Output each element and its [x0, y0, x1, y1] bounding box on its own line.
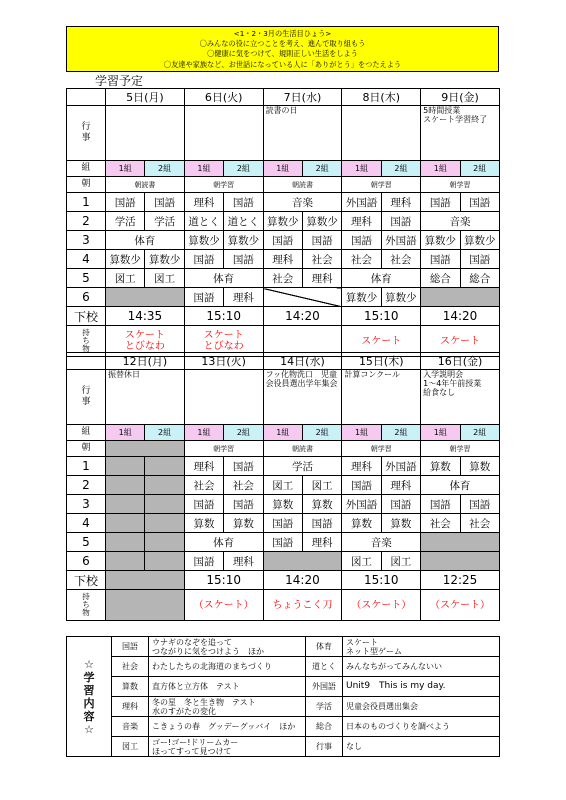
belongings-item: （スケート） — [342, 590, 421, 621]
belongings-item: スケート — [342, 326, 421, 357]
period-row — [67, 533, 500, 552]
day-header: 6日(火) — [184, 89, 263, 106]
corner-cell — [67, 353, 106, 370]
morning-label: 朝 — [67, 177, 106, 193]
subject-name: 音楽 — [112, 717, 149, 737]
period-number: 5 — [67, 269, 106, 288]
no-class-cell — [145, 552, 184, 571]
no-class-cell — [106, 533, 145, 552]
period-number: 2 — [67, 476, 106, 495]
subject-content: なし — [343, 737, 500, 757]
class-row — [67, 161, 500, 177]
subject-content: みんなちがってみんないい — [343, 657, 500, 677]
class2-tag: 2組 — [460, 425, 499, 441]
day-header: 12日(月) — [106, 353, 185, 370]
subject-cell: 国語 — [342, 476, 381, 495]
goal-item: 〇健康に気をつけて、規則正しい生活をしよう — [207, 49, 358, 59]
subject-cell: 社会 — [421, 514, 460, 533]
period-row — [67, 250, 500, 269]
subject-content: Unit9 This is my day. — [343, 677, 500, 697]
event-note: 計算コンクール — [342, 370, 421, 425]
dismissal-row — [67, 571, 500, 590]
class2-tag: 2組 — [302, 425, 341, 441]
subject-cell: 算数 — [421, 457, 460, 476]
belongings-row — [67, 590, 500, 621]
goal-item: 〇友達や家族など、お世話になっている人に「ありがとう」をつたえよう — [163, 59, 402, 69]
subject-content: 冬の星 冬と生き物 テスト 水のすがたの変化 — [149, 697, 306, 717]
subject-cell: 理科 — [184, 457, 223, 476]
subject-cell: 理科 — [184, 193, 223, 212]
subject-cell: 理科 — [302, 533, 341, 552]
subject-cell: 総合 — [460, 269, 499, 288]
subject-cell: 算数 — [381, 514, 420, 533]
subject-cell: 理科 — [224, 288, 263, 307]
period-row — [67, 514, 500, 533]
subject-cell: 算数少 — [145, 250, 184, 269]
class2-tag: 2組 — [381, 425, 420, 441]
period-row — [67, 457, 500, 476]
subject-cell: 理科 — [302, 269, 341, 288]
subject-cell: 算数 — [263, 495, 302, 514]
subject-cell: 図工 — [342, 552, 381, 571]
subject-content: スケート ネット型ゲーム — [343, 637, 500, 657]
no-class-cell — [106, 495, 145, 514]
day-header: 16日(金) — [421, 353, 500, 370]
subject-cell: 図工 — [145, 269, 184, 288]
no-class-cell — [421, 288, 500, 307]
subject-cell: 学活 — [106, 212, 145, 231]
day-header: 14日(水) — [263, 353, 342, 370]
no-class-cell — [145, 476, 184, 495]
content-side-label: ☆ 学 習 内 容 ☆ — [67, 637, 112, 757]
content-row — [67, 717, 500, 737]
dismissal-time: 15:10 — [342, 307, 421, 326]
event-note: 5時間授業 スケート学習終了 — [421, 106, 500, 161]
period-number: 4 — [67, 514, 106, 533]
no-class-cell — [106, 514, 145, 533]
subject-cell: 国語 — [106, 193, 145, 212]
class2-tag: 2組 — [460, 161, 499, 177]
subject-cell: 音楽 — [263, 193, 342, 212]
class-label: 組 — [67, 425, 106, 441]
subject-cell: 国語 — [184, 495, 223, 514]
day-header: 15日(木) — [342, 353, 421, 370]
subject-content: 児童会役員選出集会 — [343, 697, 500, 717]
day-header: 13日(火) — [184, 353, 263, 370]
subject-cell: 理科 — [381, 476, 420, 495]
class-row — [67, 425, 500, 441]
subject-cell: 社会 — [302, 250, 341, 269]
class-label: 組 — [67, 161, 106, 177]
content-row — [67, 637, 500, 657]
belongings-item: スケート — [421, 326, 500, 357]
morning-activity: 朝学習 — [184, 441, 263, 457]
subject-cell: 国語 — [263, 231, 302, 250]
day-header-row — [67, 89, 500, 106]
subject-name: 行事 — [306, 737, 343, 757]
subject-cell: 体育 — [342, 269, 421, 288]
subject-cell: 国語 — [381, 212, 420, 231]
subject-cell: 算数少 — [342, 288, 381, 307]
event-note — [342, 106, 421, 161]
subject-content: こきょうの春 グッデーグッバイ ほか — [149, 717, 306, 737]
no-class-cell — [263, 288, 342, 307]
subject-name: 道とく — [306, 657, 343, 677]
goals-box — [66, 26, 499, 72]
subject-cell: 理科 — [342, 457, 381, 476]
dismissal-time: 15:10 — [184, 571, 263, 590]
subject-name: 総合 — [306, 717, 343, 737]
subject-cell: 国語 — [224, 250, 263, 269]
subject-cell: 外国語 — [342, 193, 381, 212]
dismissal-time: 14:20 — [421, 307, 500, 326]
subject-cell: 図工 — [106, 269, 145, 288]
event-note: 読書の日 — [263, 106, 342, 161]
subject-cell: 図工 — [381, 552, 420, 571]
subject-cell: 理科 — [381, 193, 420, 212]
subject-cell: 算数少 — [224, 231, 263, 250]
events-row — [67, 370, 500, 425]
belongings-label: 持 ち 物 — [67, 326, 106, 357]
subject-cell: 国語 — [184, 552, 223, 571]
morning-activity: 朝読書 — [263, 441, 342, 457]
subject-cell: 社会 — [184, 476, 223, 495]
class2-tag: 2組 — [224, 425, 263, 441]
subject-cell: 外国語 — [381, 231, 420, 250]
morning-label: 朝 — [67, 441, 106, 457]
day-header: 5日(月) — [106, 89, 185, 106]
belongings-item: スケート とびなわ — [106, 326, 185, 357]
subject-cell: 国語 — [302, 514, 341, 533]
subject-cell: 国語 — [263, 533, 302, 552]
content-row — [67, 657, 500, 677]
morning-row — [67, 441, 500, 457]
subject-name: 外国語 — [306, 677, 343, 697]
subject-name: 社会 — [112, 657, 149, 677]
dismissal-time: 14:20 — [263, 571, 342, 590]
no-class-cell — [106, 476, 145, 495]
subject-cell: 算数 — [460, 457, 499, 476]
subject-cell: 国語 — [421, 250, 460, 269]
subject-cell: 国語 — [224, 457, 263, 476]
morning-activity: 朝学習 — [342, 177, 421, 193]
subject-cell: 国語 — [460, 250, 499, 269]
subject-cell: 国語 — [224, 495, 263, 514]
class1-tag: 1組 — [421, 425, 460, 441]
subject-cell: 外国語 — [381, 457, 420, 476]
subject-cell: 国語 — [224, 193, 263, 212]
content-row — [67, 737, 500, 757]
subject-cell: 道とく — [184, 212, 223, 231]
class1-tag: 1組 — [342, 425, 381, 441]
belongings-item: ちょうこく刀 — [263, 590, 342, 621]
period-number: 1 — [67, 457, 106, 476]
subject-cell: 国語 — [302, 231, 341, 250]
no-class-cell — [145, 514, 184, 533]
belongings-item: （スケート） — [184, 590, 263, 621]
day-header-row — [67, 353, 500, 370]
period-number: 5 — [67, 533, 106, 552]
belongings-item: （スケート） — [421, 590, 500, 621]
day-header: 7日(水) — [263, 89, 342, 106]
dismissal-time: 14:20 — [263, 307, 342, 326]
no-class-cell — [421, 552, 500, 571]
subject-cell: 算数少 — [460, 231, 499, 250]
subject-name: 算数 — [112, 677, 149, 697]
period-number: 1 — [67, 193, 106, 212]
subject-name: 学活 — [306, 697, 343, 717]
subject-cell: 総合 — [421, 269, 460, 288]
morning-activity: 朝読書 — [106, 177, 185, 193]
subject-cell: 算数 — [184, 514, 223, 533]
period-row — [67, 552, 500, 571]
dismissal-label: 下校 — [67, 571, 106, 590]
event-note — [184, 370, 263, 425]
dismissal-time: 12:25 — [421, 571, 500, 590]
subject-cell: 社会 — [342, 250, 381, 269]
subject-cell: 社会 — [381, 250, 420, 269]
subject-content: わたしたちの北海道のまちづくり — [149, 657, 306, 677]
subject-cell: 社会 — [224, 476, 263, 495]
subject-cell: 理科 — [342, 212, 381, 231]
no-class-cell — [106, 590, 185, 621]
day-header: 9日(金) — [421, 89, 500, 106]
dismissal-time: 15:10 — [184, 307, 263, 326]
no-class-cell — [106, 457, 145, 476]
dismissal-time: 15:10 — [342, 571, 421, 590]
morning-row — [67, 177, 500, 193]
event-note — [106, 106, 185, 161]
class2-tag: 2組 — [224, 161, 263, 177]
morning-activity: 朝学習 — [184, 177, 263, 193]
subject-cell: 算数少 — [263, 212, 302, 231]
subject-cell: 社会 — [460, 514, 499, 533]
class1-tag: 1組 — [184, 425, 223, 441]
period-number: 2 — [67, 212, 106, 231]
morning-activity: 朝学習 — [342, 441, 421, 457]
subject-cell: 国語 — [145, 193, 184, 212]
no-class-cell — [145, 495, 184, 514]
subject-cell: 体育 — [184, 269, 263, 288]
subject-cell: 国語 — [184, 250, 223, 269]
learning-content-table — [66, 636, 500, 757]
subject-cell: 国語 — [263, 514, 302, 533]
subject-cell: 学活 — [263, 457, 342, 476]
belongings-label: 持 ち 物 — [67, 590, 106, 621]
week1-schedule — [66, 88, 500, 357]
event-note: フッ化物洗口 児童会役員選出学年集会 — [263, 370, 342, 425]
period-row — [67, 269, 500, 288]
dismissal-time: 14:35 — [106, 307, 185, 326]
class1-tag: 1組 — [263, 161, 302, 177]
subject-cell: 体育 — [184, 533, 263, 552]
events-label: 行 事 — [67, 370, 106, 425]
subject-name: 図工 — [112, 737, 149, 757]
subject-cell: 図工 — [263, 476, 302, 495]
subject-cell: 社会 — [263, 269, 302, 288]
period-row — [67, 231, 500, 250]
morning-activity: 朝読書 — [263, 177, 342, 193]
subject-cell: 算数 — [302, 495, 341, 514]
events-row — [67, 106, 500, 161]
no-class-cell — [263, 552, 342, 571]
goal-item: 〇みんなの役に立つことを考え、進んで取り組もう — [199, 39, 366, 49]
event-note: 振替休日 — [106, 370, 185, 425]
content-row — [67, 677, 500, 697]
no-class-cell — [145, 533, 184, 552]
morning-activity: 朝学習 — [421, 177, 500, 193]
subject-cell: 音楽 — [421, 212, 500, 231]
class2-tag: 2組 — [145, 425, 184, 441]
subject-cell: 国語 — [381, 495, 420, 514]
class2-tag: 2組 — [302, 161, 341, 177]
day-header: 8日(木) — [342, 89, 421, 106]
subject-content: 日本のものづくりを調べよう — [343, 717, 500, 737]
subject-name: 理科 — [112, 697, 149, 717]
subject-cell: 算数少 — [302, 212, 341, 231]
period-row — [67, 288, 500, 307]
dismissal-label: 下校 — [67, 307, 106, 326]
no-class-cell — [106, 441, 185, 457]
corner-cell — [67, 89, 106, 106]
subject-cell: 算数少 — [421, 231, 460, 250]
belongings-item: スケート とびなわ — [184, 326, 263, 357]
period-number: 3 — [67, 495, 106, 514]
subject-cell: 国語 — [460, 495, 499, 514]
subject-cell: 算数 — [224, 514, 263, 533]
no-class-cell — [145, 457, 184, 476]
period-row — [67, 212, 500, 231]
class1-tag: 1組 — [106, 425, 145, 441]
period-number: 4 — [67, 250, 106, 269]
subject-name: 国語 — [112, 637, 149, 657]
class1-tag: 1組 — [421, 161, 460, 177]
subject-cell: 外国語 — [342, 495, 381, 514]
class1-tag: 1組 — [342, 161, 381, 177]
period-number: 6 — [67, 288, 106, 307]
subject-content: ゴー!ゴー!ドリームカー ほってすって見つけて — [149, 737, 306, 757]
period-row — [67, 193, 500, 212]
subject-cell: 国語 — [342, 231, 381, 250]
page-title: 学習予定 — [95, 74, 144, 88]
subject-cell: 図工 — [302, 476, 341, 495]
subject-cell: 体育 — [421, 476, 500, 495]
no-class-cell — [106, 288, 185, 307]
event-note: 入学説明会 1～4年午前授業 給食なし — [421, 370, 500, 425]
period-row — [67, 476, 500, 495]
event-note — [184, 106, 263, 161]
class1-tag: 1組 — [184, 161, 223, 177]
dismissal-row — [67, 307, 500, 326]
subject-cell: 理科 — [224, 552, 263, 571]
subject-cell: 音楽 — [342, 533, 421, 552]
period-number: 6 — [67, 552, 106, 571]
class1-tag: 1組 — [263, 425, 302, 441]
subject-cell: 学活 — [145, 212, 184, 231]
week2-schedule — [66, 352, 500, 621]
no-class-cell — [106, 571, 185, 590]
subject-cell: 道とく — [224, 212, 263, 231]
events-label: 行 事 — [67, 106, 106, 161]
period-number: 3 — [67, 231, 106, 250]
subject-content: 直方体と立方体 テスト — [149, 677, 306, 697]
subject-cell: 国語 — [421, 495, 460, 514]
subject-cell: 国語 — [184, 288, 223, 307]
subject-cell: 国語 — [460, 193, 499, 212]
class1-tag: 1組 — [106, 161, 145, 177]
goals-heading: <1・2・3月の生活目ひょう> — [233, 29, 332, 38]
subject-content: ウナギのなぞを追って つながりに気をつけよう ほか — [149, 637, 306, 657]
subject-cell: 国語 — [421, 193, 460, 212]
subject-cell: 算数 — [342, 514, 381, 533]
subject-cell: 算数少 — [184, 231, 223, 250]
subject-cell: 理科 — [263, 250, 302, 269]
class2-tag: 2組 — [145, 161, 184, 177]
no-class-cell — [421, 533, 500, 552]
morning-activity: 朝学習 — [421, 441, 500, 457]
content-row — [67, 697, 500, 717]
no-class-cell — [106, 552, 145, 571]
subject-cell: 算数少 — [381, 288, 420, 307]
subject-name: 体育 — [306, 637, 343, 657]
period-row — [67, 495, 500, 514]
subject-cell: 算数少 — [106, 250, 145, 269]
subject-cell: 体育 — [106, 231, 185, 250]
class2-tag: 2組 — [381, 161, 420, 177]
